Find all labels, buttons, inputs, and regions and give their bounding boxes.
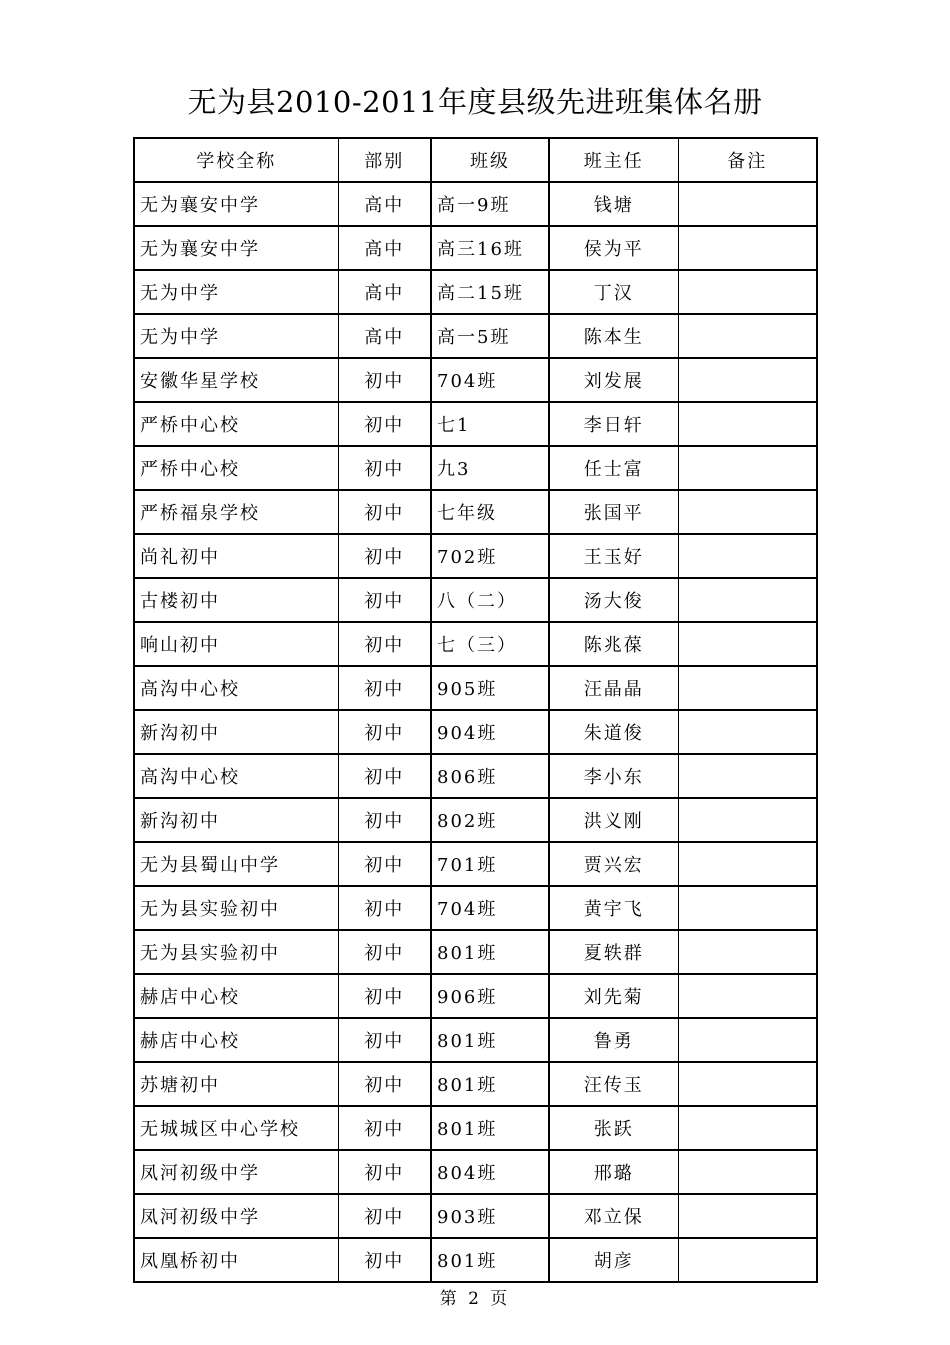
cell-remark — [678, 446, 817, 490]
cell-school: 高沟中心校 — [134, 666, 338, 710]
cell-remark — [678, 358, 817, 402]
cell-teacher: 汪晶晶 — [549, 666, 678, 710]
cell-class: 801班 — [431, 1018, 549, 1062]
cell-section: 初中 — [338, 1150, 431, 1194]
cell-remark — [678, 1150, 817, 1194]
cell-section: 初中 — [338, 754, 431, 798]
table-row — [134, 974, 817, 1018]
cell-section: 初中 — [338, 798, 431, 842]
cell-class: 高三16班 — [431, 226, 549, 270]
cell-school: 尚礼初中 — [134, 534, 338, 578]
cell-teacher: 汤大俊 — [549, 578, 678, 622]
cell-teacher: 李小东 — [549, 754, 678, 798]
cell-class: 906班 — [431, 974, 549, 1018]
cell-teacher: 刘发展 — [549, 358, 678, 402]
cell-class: 高二15班 — [431, 270, 549, 314]
table-row — [134, 578, 817, 622]
cell-teacher: 黄宇飞 — [549, 886, 678, 930]
table-row — [134, 534, 817, 578]
page-number: 第 2 页 — [439, 1289, 511, 1309]
table-row — [134, 842, 817, 886]
cell-school: 凤凰桥初中 — [134, 1238, 338, 1282]
table-row — [134, 930, 817, 974]
table-row — [134, 754, 817, 798]
cell-school: 响山初中 — [134, 622, 338, 666]
cell-teacher: 贾兴宏 — [549, 842, 678, 886]
cell-class: 701班 — [431, 842, 549, 886]
header-school: 学校全称 — [134, 138, 338, 182]
cell-remark — [678, 798, 817, 842]
table-row — [134, 1106, 817, 1150]
cell-remark — [678, 974, 817, 1018]
cell-class: 七（三） — [431, 622, 549, 666]
cell-class: 702班 — [431, 534, 549, 578]
cell-section: 初中 — [338, 1106, 431, 1150]
page-title: 无为县2010-2011年度县级先进班集体名册 — [187, 85, 763, 119]
header-remark: 备注 — [678, 138, 817, 182]
table-row — [134, 270, 817, 314]
cell-school: 严桥福泉学校 — [134, 490, 338, 534]
cell-section: 高中 — [338, 182, 431, 226]
header-class: 班级 — [431, 138, 549, 182]
cell-section: 高中 — [338, 226, 431, 270]
table-row — [134, 1018, 817, 1062]
cell-teacher: 邢璐 — [549, 1150, 678, 1194]
cell-class: 七年级 — [431, 490, 549, 534]
table-row — [134, 446, 817, 490]
cell-teacher: 陈兆葆 — [549, 622, 678, 666]
cell-class: 高一9班 — [431, 182, 549, 226]
table-row — [134, 490, 817, 534]
cell-teacher: 丁汉 — [549, 270, 678, 314]
cell-class: 九3 — [431, 446, 549, 490]
header-section: 部别 — [338, 138, 431, 182]
cell-remark — [678, 182, 817, 226]
cell-section: 初中 — [338, 974, 431, 1018]
cell-remark — [678, 402, 817, 446]
cell-class: 801班 — [431, 1238, 549, 1282]
cell-remark — [678, 578, 817, 622]
cell-class: 801班 — [431, 930, 549, 974]
cell-school: 无为县蜀山中学 — [134, 842, 338, 886]
table-row — [134, 226, 817, 270]
cell-section: 初中 — [338, 1238, 431, 1282]
cell-teacher: 胡彦 — [549, 1238, 678, 1282]
table-body — [134, 182, 817, 1282]
cell-remark — [678, 314, 817, 358]
cell-section: 初中 — [338, 1062, 431, 1106]
cell-school: 古楼初中 — [134, 578, 338, 622]
cell-remark — [678, 1018, 817, 1062]
cell-class: 806班 — [431, 754, 549, 798]
cell-teacher: 邓立保 — [549, 1194, 678, 1238]
roster-table — [133, 137, 818, 1283]
cell-remark — [678, 1238, 817, 1282]
table-row — [134, 358, 817, 402]
cell-class: 高一5班 — [431, 314, 549, 358]
cell-remark — [678, 666, 817, 710]
table-row — [134, 666, 817, 710]
cell-school: 无为襄安中学 — [134, 226, 338, 270]
cell-teacher: 钱塘 — [549, 182, 678, 226]
cell-remark — [678, 886, 817, 930]
cell-teacher: 朱道俊 — [549, 710, 678, 754]
cell-section: 初中 — [338, 622, 431, 666]
cell-class: 704班 — [431, 886, 549, 930]
cell-class: 905班 — [431, 666, 549, 710]
cell-section: 高中 — [338, 314, 431, 358]
cell-section: 初中 — [338, 1194, 431, 1238]
cell-remark — [678, 1194, 817, 1238]
cell-teacher: 夏轶群 — [549, 930, 678, 974]
table-row — [134, 886, 817, 930]
cell-remark — [678, 710, 817, 754]
table-row — [134, 402, 817, 446]
cell-teacher: 王玉好 — [549, 534, 678, 578]
cell-teacher: 侯为平 — [549, 226, 678, 270]
table-row — [134, 1150, 817, 1194]
cell-section: 初中 — [338, 578, 431, 622]
cell-school: 新沟初中 — [134, 710, 338, 754]
cell-teacher: 张国平 — [549, 490, 678, 534]
cell-section: 初中 — [338, 842, 431, 886]
cell-remark — [678, 930, 817, 974]
cell-remark — [678, 534, 817, 578]
table-row — [134, 1238, 817, 1282]
cell-teacher: 张跃 — [549, 1106, 678, 1150]
cell-school: 无为中学 — [134, 270, 338, 314]
cell-section: 初中 — [338, 446, 431, 490]
cell-school: 赫店中心校 — [134, 1018, 338, 1062]
cell-section: 初中 — [338, 1018, 431, 1062]
cell-class: 904班 — [431, 710, 549, 754]
table-row — [134, 1062, 817, 1106]
cell-section: 初中 — [338, 666, 431, 710]
cell-remark — [678, 270, 817, 314]
cell-teacher: 任士富 — [549, 446, 678, 490]
cell-school: 新沟初中 — [134, 798, 338, 842]
cell-school: 无为襄安中学 — [134, 182, 338, 226]
cell-school: 苏塘初中 — [134, 1062, 338, 1106]
cell-school: 无为中学 — [134, 314, 338, 358]
cell-section: 初中 — [338, 402, 431, 446]
cell-section: 初中 — [338, 710, 431, 754]
cell-teacher: 洪义刚 — [549, 798, 678, 842]
cell-class: 801班 — [431, 1106, 549, 1150]
table-row — [134, 622, 817, 666]
cell-teacher: 李日轩 — [549, 402, 678, 446]
cell-remark — [678, 1062, 817, 1106]
cell-class: 七1 — [431, 402, 549, 446]
cell-class: 804班 — [431, 1150, 549, 1194]
table-row — [134, 182, 817, 226]
table-row — [134, 710, 817, 754]
cell-school: 严桥中心校 — [134, 446, 338, 490]
cell-school: 无城城区中心学校 — [134, 1106, 338, 1150]
cell-class: 903班 — [431, 1194, 549, 1238]
cell-teacher: 刘先菊 — [549, 974, 678, 1018]
cell-remark — [678, 226, 817, 270]
cell-remark — [678, 490, 817, 534]
cell-remark — [678, 1106, 817, 1150]
cell-class: 801班 — [431, 1062, 549, 1106]
table-header-row — [134, 138, 817, 182]
cell-section: 初中 — [338, 490, 431, 534]
cell-school: 无为县实验初中 — [134, 886, 338, 930]
cell-class: 802班 — [431, 798, 549, 842]
cell-section: 初中 — [338, 534, 431, 578]
cell-school: 无为县实验初中 — [134, 930, 338, 974]
cell-school: 赫店中心校 — [134, 974, 338, 1018]
cell-remark — [678, 754, 817, 798]
cell-section: 高中 — [338, 270, 431, 314]
cell-teacher: 鲁勇 — [549, 1018, 678, 1062]
cell-school: 凤河初级中学 — [134, 1194, 338, 1238]
cell-section: 初中 — [338, 358, 431, 402]
cell-school: 安徽华星学校 — [134, 358, 338, 402]
cell-remark — [678, 842, 817, 886]
cell-school: 凤河初级中学 — [134, 1150, 338, 1194]
table-row — [134, 1194, 817, 1238]
cell-section: 初中 — [338, 930, 431, 974]
cell-remark — [678, 622, 817, 666]
table-row — [134, 798, 817, 842]
cell-class: 八（二） — [431, 578, 549, 622]
cell-school: 高沟中心校 — [134, 754, 338, 798]
cell-class: 704班 — [431, 358, 549, 402]
cell-teacher: 陈本生 — [549, 314, 678, 358]
cell-teacher: 汪传玉 — [549, 1062, 678, 1106]
header-teacher: 班主任 — [549, 138, 678, 182]
cell-school: 严桥中心校 — [134, 402, 338, 446]
table-row — [134, 314, 817, 358]
cell-section: 初中 — [338, 886, 431, 930]
